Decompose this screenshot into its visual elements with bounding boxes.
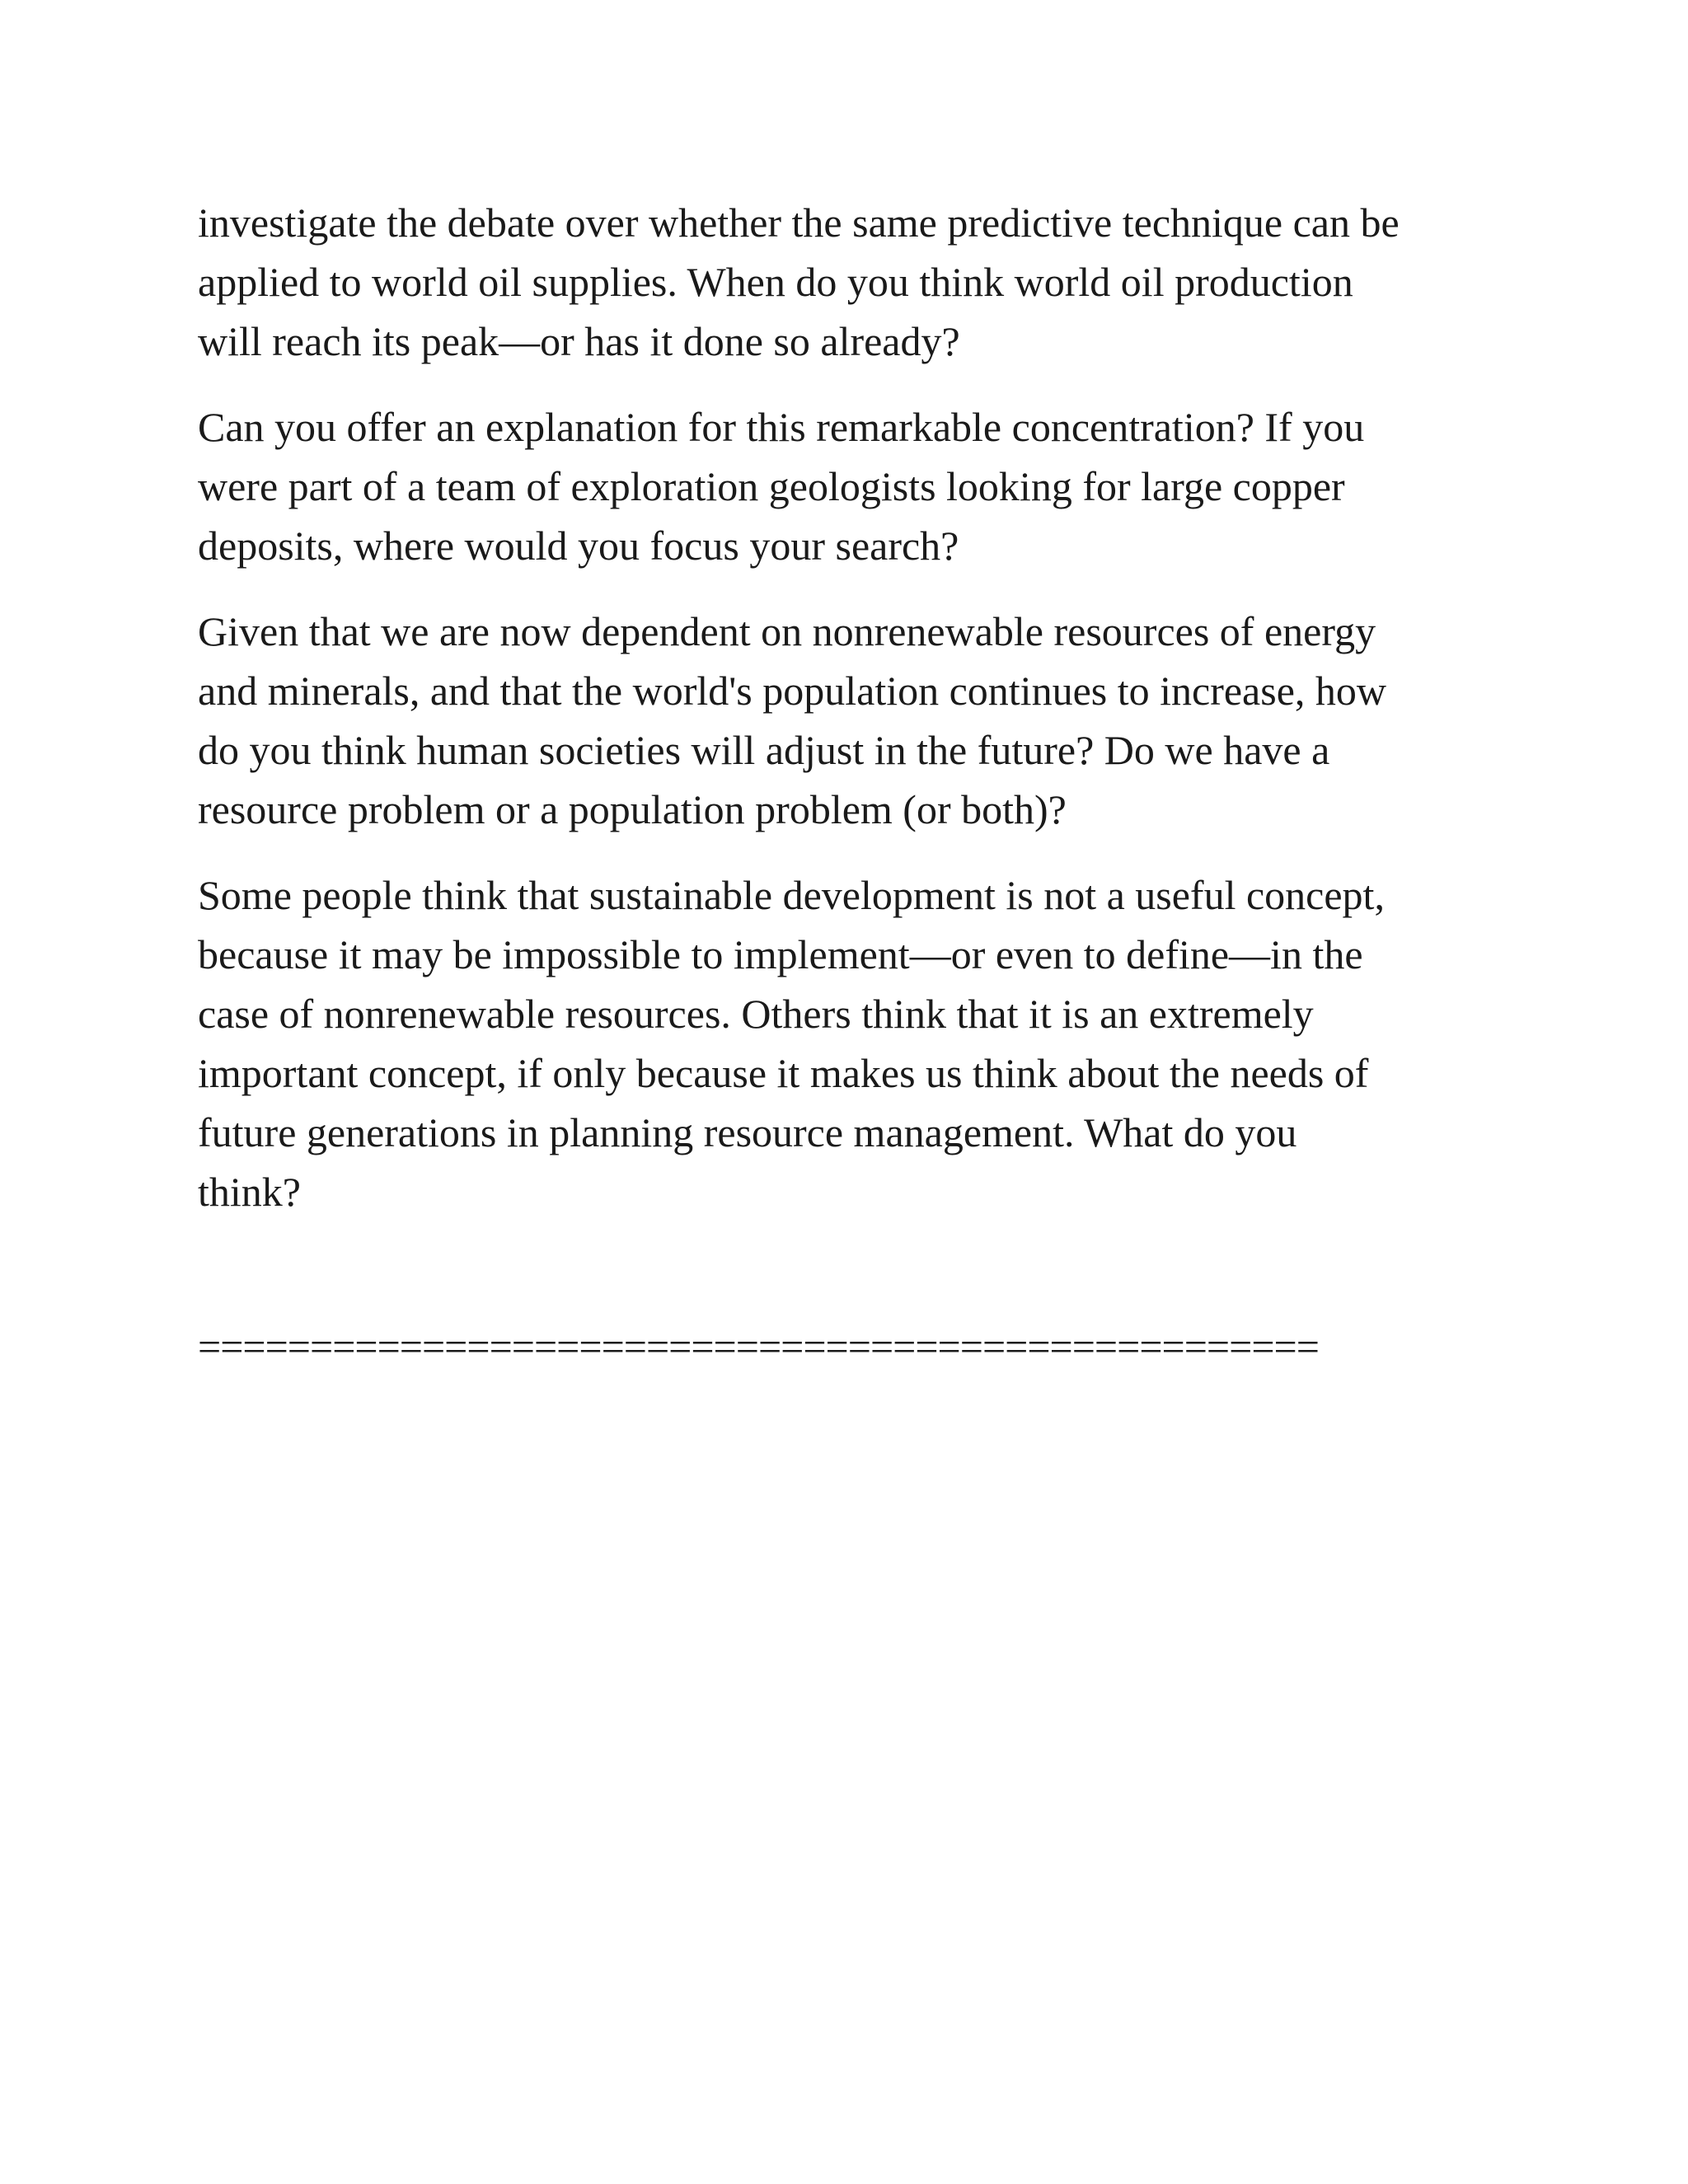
- text-line: case of nonrenewable resources. Others think that it is an extremely: [198, 991, 1314, 1037]
- paragraph-sustainable-development: [198, 865, 1500, 1221]
- text-line: applied to world oil supplies. When do you think world oil production: [198, 259, 1353, 305]
- section-divider: ==================================================: [198, 1324, 1319, 1370]
- text-line: future generations in planning resource management. What do you: [198, 1109, 1297, 1155]
- paragraph-copper-deposits: [198, 397, 1500, 575]
- text-line: Can you offer an explanation for this remarkable concentration? If you: [198, 404, 1365, 450]
- text-line: Given that we are now dependent on nonrenewable resources of energy: [198, 608, 1376, 654]
- text-line: Some people think that sustainable development is not a useful concept,: [198, 872, 1385, 918]
- paragraph-oil-peak: [198, 193, 1500, 371]
- text-line: were part of a team of exploration geologists looking for large copper: [198, 463, 1345, 509]
- text-line: think?: [198, 1169, 301, 1215]
- text-line: will reach its peak—or has it done so already?: [198, 318, 960, 364]
- document-body: [198, 193, 1500, 1248]
- text-line: do you think human societies will adjust in the future? Do we have a: [198, 727, 1330, 773]
- text-line: because it may be impossible to implement—or even to define—in the: [198, 931, 1363, 977]
- text-line: resource problem or a population problem (or both)?: [198, 786, 1067, 832]
- paragraph-nonrenewable-resources: [198, 602, 1500, 839]
- text-line: important concept, if only because it makes us think about the needs of: [198, 1050, 1369, 1096]
- text-line: deposits, where would you focus your search?: [198, 523, 959, 569]
- text-line: investigate the debate over whether the same predictive technique can be: [198, 199, 1400, 246]
- text-line: and minerals, and that the world's population continues to increase, how: [198, 668, 1386, 714]
